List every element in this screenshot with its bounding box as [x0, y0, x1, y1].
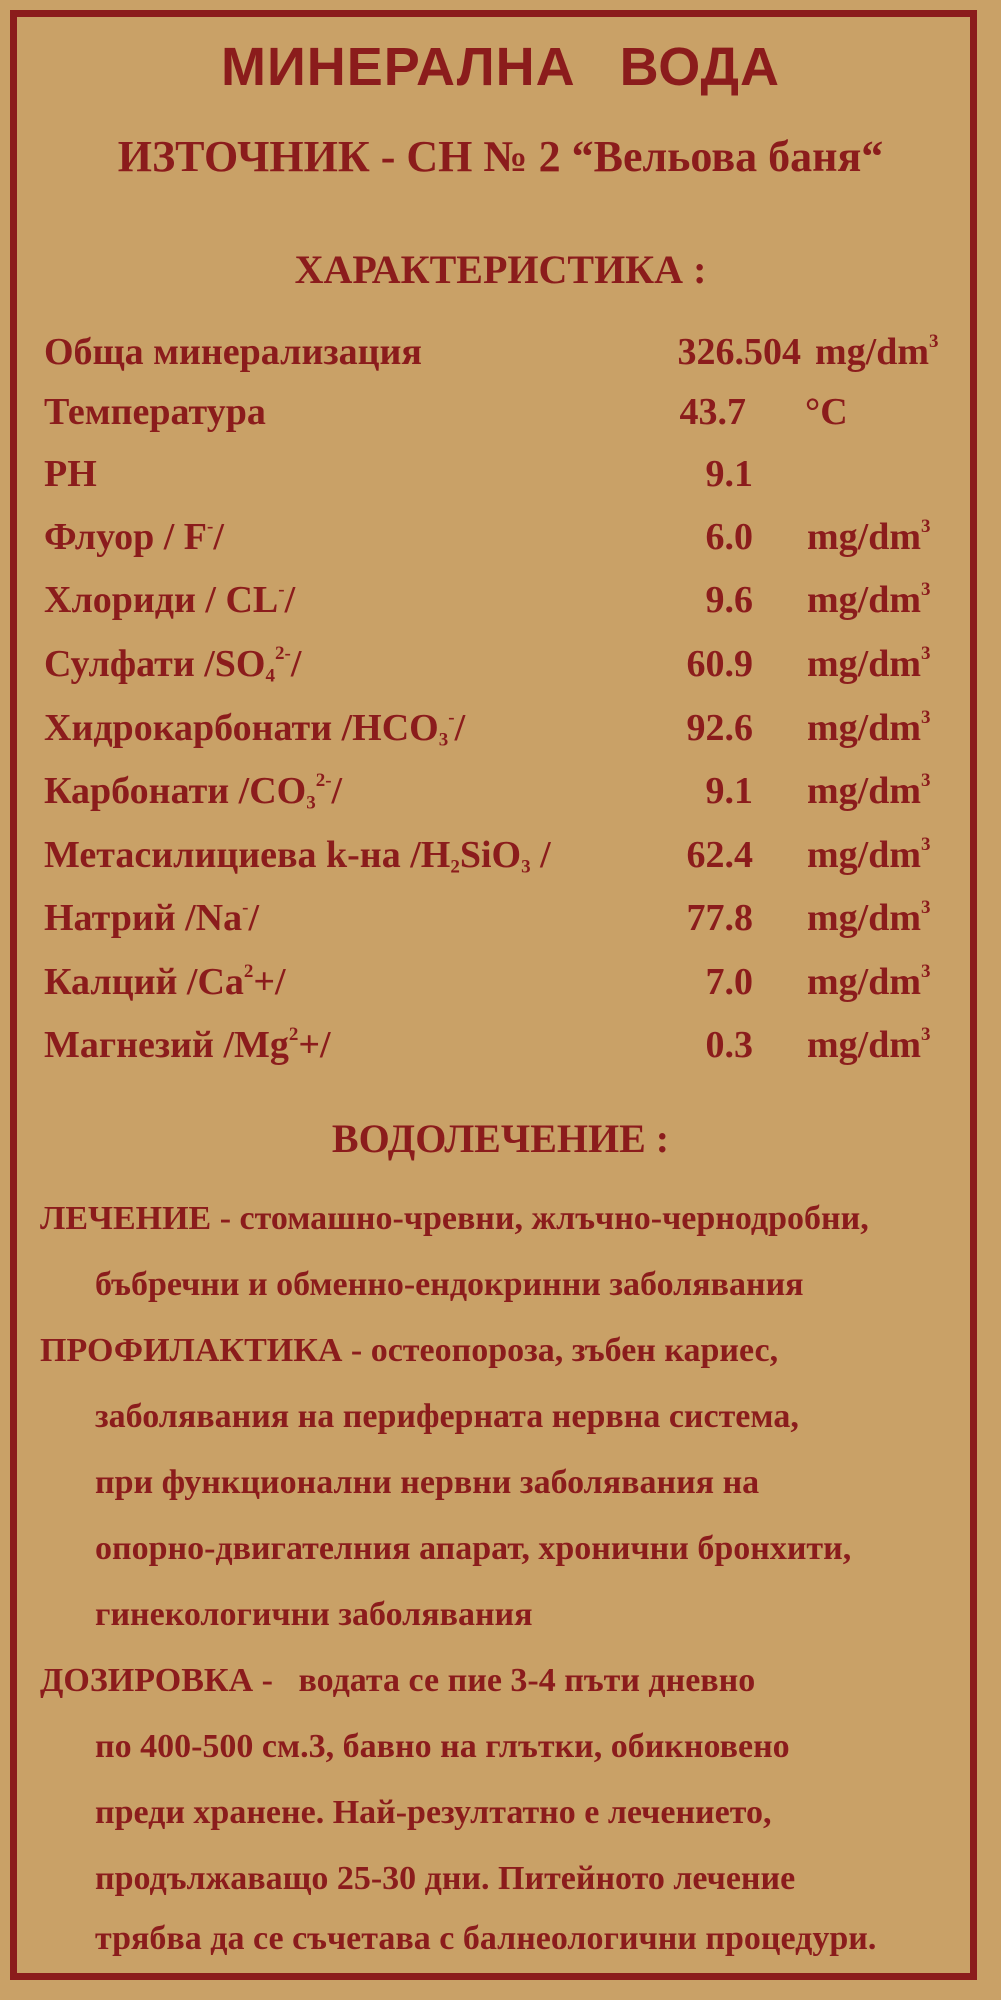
- characteristic-row-calcium: [0, 960, 1001, 1020]
- treatment-line: ДОЗИРОВКА - водата се пие 3-4 пъти дневно: [40, 1662, 756, 1699]
- characteristic-name: Хидрокарбонати $/HCO_3^-/$: [44, 706, 466, 751]
- characteristic-unit: $mg/dm^3$: [807, 960, 931, 1003]
- characteristic-value: 43.7: [679, 391, 746, 433]
- treatment-line: бъбречни и обменно-ендокринни заболявания: [95, 1266, 804, 1303]
- characteristic-value: 92.6: [686, 707, 753, 749]
- characteristic-value: 326.504: [677, 331, 801, 373]
- characteristic-unit: $mg/dm^3$: [815, 330, 939, 373]
- characteristic-unit: $mg/dm^3$: [807, 769, 931, 812]
- characteristic-value: 60.9: [686, 643, 753, 685]
- characteristic-name: Флуор / F-/: [44, 515, 224, 558]
- characteristic-row-ph: [0, 452, 1001, 512]
- characteristic-value: 7.0: [705, 961, 753, 1003]
- characteristic-value: 62.4: [686, 834, 753, 876]
- treatment-line: преди хранене. Най-резултатно е лечението,: [95, 1794, 772, 1831]
- characteristic-row-metasilicic-acid: [0, 833, 1001, 893]
- characteristic-name: Карбонати $/CO_3^{2-}/$: [44, 769, 343, 814]
- characteristic-name: Натрий /Na-/: [44, 896, 260, 939]
- characteristic-name: Магнезий $/Mg^2+/$: [44, 1023, 331, 1066]
- characteristic-unit: $mg/dm^3$: [807, 833, 931, 876]
- title-word-1: МИНЕРАЛНА: [220, 37, 576, 97]
- treatment-line: ЛЕЧЕНИЕ - стомашно-чревни, жлъчно-чернодробни,: [40, 1200, 869, 1237]
- treatment-heading: ВОДОЛЕЧЕНИЕ :: [331, 1116, 670, 1161]
- characteristic-value: 9.6: [705, 579, 753, 621]
- characteristic-value: 9.1: [705, 453, 753, 495]
- characteristic-unit: $mg/dm^3$: [807, 1023, 931, 1066]
- characteristic-value: 77.8: [686, 897, 753, 939]
- characteristic-unit: $mg/dm^3$: [807, 642, 931, 685]
- characteristic-row-carbonates: [0, 769, 1001, 829]
- treatment-line: продължаващо 25-30 дни. Питейното лечение: [95, 1860, 796, 1897]
- characteristic-name: PH: [44, 453, 97, 495]
- characteristic-row-sodium: [0, 896, 1001, 956]
- characteristic-name: Калций $/Ca^2+/$: [44, 960, 286, 1003]
- characteristic-row-magnesium: [0, 1023, 1001, 1083]
- source-subtitle: ИЗТОЧНИК - СН № 2 “Вельова баня“: [117, 132, 884, 181]
- characteristic-name: Сулфати $/SO_4^{2-}/$: [44, 642, 302, 687]
- characteristic-name: Температура: [44, 391, 266, 433]
- page-title: [0, 36, 1001, 98]
- treatment-line: трябва да се съчетава с балнеологични процедури.: [95, 1920, 877, 1957]
- treatment-line: гинекологични заболявания: [95, 1596, 533, 1633]
- characteristic-name: Метасилициева k-на $/H_2SiO_3$ /: [44, 834, 551, 878]
- characteristic-unit: $mg/dm^3$: [807, 515, 931, 558]
- characteristic-name: Хлориди / CL-/: [44, 578, 296, 621]
- characteristic-value: 9.1: [705, 770, 753, 812]
- characteristic-value: 6.0: [705, 516, 753, 558]
- characteristic-unit: $mg/dm^3$: [807, 578, 931, 621]
- treatment-line: при функционални нервни заболявания на: [95, 1464, 760, 1501]
- treatment-line: по 400-500 см.3, бавно на глътки, обикновено: [95, 1728, 790, 1765]
- treatment-line: ПРОФИЛАКТИКА - остеопороза, зъбен кариес,: [40, 1332, 779, 1369]
- characteristic-value: 0.3: [705, 1024, 753, 1066]
- characteristic-row-total-mineralization: [0, 330, 1001, 390]
- characteristic-unit: $mg/dm^3$: [807, 706, 931, 749]
- treatment-line: опорно-двигателния апарат, хронични бронхити,: [95, 1530, 852, 1567]
- characteristic-unit: °C: [805, 391, 848, 433]
- characteristic-row-fluorine: [0, 515, 1001, 575]
- title-word-2: ВОДА: [619, 37, 781, 97]
- characteristic-unit: $mg/dm^3$: [807, 896, 931, 939]
- characteristic-row-sulfates: [0, 642, 1001, 702]
- characteristic-row-chlorides: [0, 578, 1001, 638]
- characteristic-row-temperature: [0, 390, 1001, 450]
- characteristic-name: Обща минерализация: [44, 331, 422, 373]
- characteristic-row-hydrocarbonates: [0, 706, 1001, 766]
- characteristics-heading: ХАРАКТЕРИСТИКА :: [294, 247, 707, 292]
- treatment-line: заболявания на периферната нервна система,: [95, 1398, 799, 1435]
